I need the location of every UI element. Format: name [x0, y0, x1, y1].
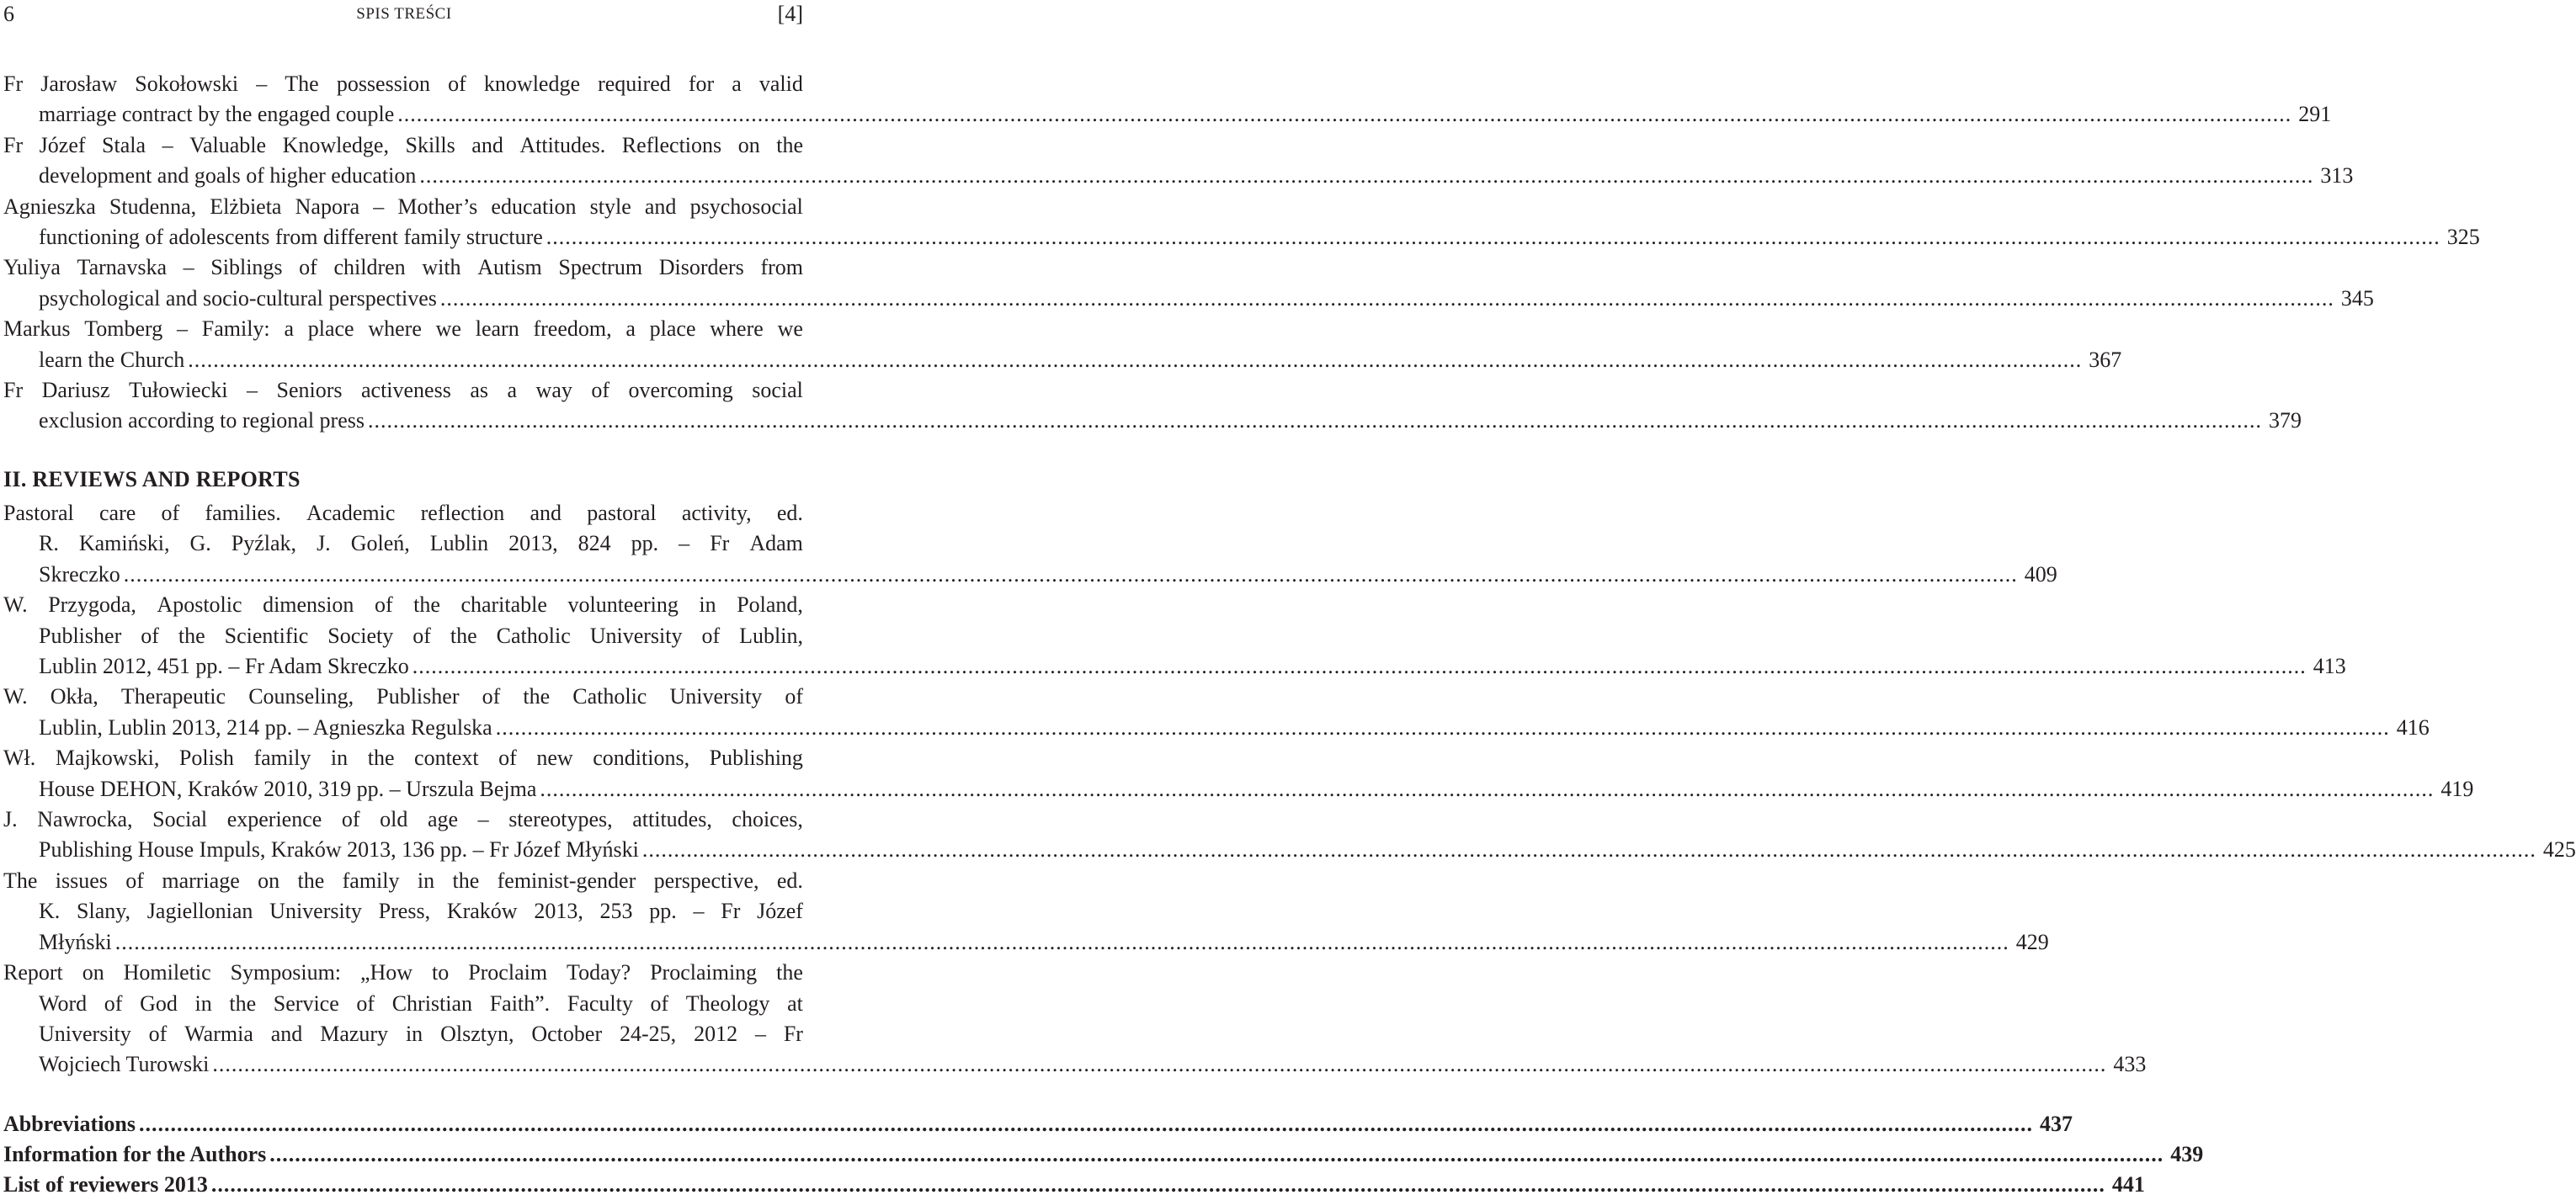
- toc-entry-line: University of Warmia and Mazury in Olsztyn, October 24-25, 2012 – Fr: [39, 1021, 803, 1046]
- toc-entry-last-line: [3, 1139, 2204, 1170]
- dot-leader: ............................................................................................................................................................................................................................................................................................................: [546, 225, 2440, 250]
- toc-entry-last-line: [3, 835, 2576, 865]
- toc-page-number: 313: [2320, 163, 2354, 188]
- toc-page-number: 433: [2113, 1052, 2147, 1077]
- toc-entry-text: marriage contract by the engaged couple: [39, 102, 395, 127]
- toc-entry-line: The issues of marriage on the family in the feminist-gender perspective, ed.: [3, 868, 803, 893]
- toc-entry-last-line: [3, 345, 2122, 375]
- page-header: [0, 0, 808, 34]
- toc-entry-line: R. Kamiński, G. Pyźlak, J. Goleń, Lublin 2013, 824 pp. – Fr Adam: [39, 531, 803, 556]
- dot-leader: ............................................................................................................................................................................................................................................................................................................: [269, 1142, 2164, 1166]
- toc-entry-text: learn the Church: [39, 347, 185, 372]
- toc-entry-text: Wojciech Turowski: [39, 1052, 210, 1077]
- toc-page-number: 419: [2440, 776, 2474, 801]
- toc-entry-text: House DEHON, Kraków 2010, 319 pp. – Urszula Bejma: [39, 776, 537, 801]
- toc-entry-line: Markus Tomberg – Family: a place where we learn freedom, a place where we: [3, 316, 803, 342]
- reviews-list: [3, 498, 2576, 1081]
- toc-entry-last-line: [3, 560, 2057, 590]
- toc-entry-last-line: [3, 1170, 2145, 1200]
- dot-leader: ............................................................................................................................................................................................................................................................................................................: [210, 1172, 2105, 1197]
- toc-entry: [3, 192, 2480, 253]
- section-heading: II. REVIEWS AND REPORTS: [3, 467, 301, 491]
- toc-entry-line: Fr Jarosław Sokołowski – The possession of knowledge required for a valid: [3, 72, 803, 96]
- toc-entry-line: Publisher of the Scientific Society of the Catholic University of Lublin,: [39, 623, 803, 648]
- toc-entry-line: K. Slany, Jagiellonian University Press, Kraków 2013, 253 pp. – Fr Józef: [39, 899, 803, 924]
- dot-leader: ............................................................................................................................................................................................................................................................................................................: [412, 654, 2307, 679]
- toc-entry: [3, 590, 2346, 682]
- dot-leader: ............................................................................................................................................................................................................................................................................................................: [139, 1112, 2033, 1136]
- dot-leader: ............................................................................................................................................................................................................................................................................................................: [397, 102, 2292, 127]
- dot-leader: ............................................................................................................................................................................................................................................................................................................: [368, 408, 2262, 433]
- toc-entry-line: Agnieszka Studenna, Elżbieta Napora – Mother’s education style and psychosocial: [3, 194, 803, 219]
- toc-entry-text: Młyński: [39, 929, 112, 954]
- toc-page-number: 345: [2340, 285, 2374, 311]
- back-matter-list: [3, 1109, 2204, 1200]
- toc-entry-text: development and goals of higher education: [39, 163, 417, 188]
- toc-entry-line: Word of God in the Service of Christian Faith”. Faculty of Theology at: [39, 990, 803, 1016]
- toc-entry-last-line: [3, 1109, 2073, 1139]
- toc-entry-last-line: [3, 651, 2346, 682]
- dot-leader: ............................................................................................................................................................................................................................................................................................................: [212, 1052, 2107, 1077]
- toc-entry-line: W. Przygoda, Apostolic dimension of the charitable volunteering in Poland,: [3, 592, 803, 618]
- toc-entry-line: Pastoral care of families. Academic reflection and pastoral activity, ed.: [3, 501, 803, 525]
- toc-entry-text: Publishing House Impuls, Kraków 2013, 136 pp. – Fr Józef Młyński: [39, 837, 639, 863]
- toc-entry-line: W. Okła, Therapeutic Counseling, Publisher of the Catholic University of: [3, 684, 803, 709]
- dot-leader: ............................................................................................................................................................................................................................................................................................................: [114, 929, 2009, 954]
- toc-entry: [3, 958, 2147, 1081]
- section-number: [4]: [777, 2, 803, 26]
- toc-page-number: 441: [2111, 1172, 2145, 1197]
- toc-page-number: 437: [2040, 1112, 2073, 1136]
- toc-entry-last-line: [3, 99, 2332, 130]
- toc-entry-line: Fr Józef Stala – Valuable Knowledge, Skills and Attitudes. Reflections on the: [3, 132, 803, 157]
- toc-entry: [3, 804, 2576, 866]
- articles-list: [3, 69, 2480, 437]
- toc-entry-last-line: [3, 927, 2049, 958]
- dot-leader: ............................................................................................................................................................................................................................................................................................................: [641, 837, 2536, 863]
- toc-page-number: 425: [2542, 837, 2576, 863]
- toc-entry-line: J. Nawrocka, Social experience of old age – stereotypes, attitudes, choices,: [3, 807, 803, 832]
- toc-entry-last-line: [3, 1049, 2147, 1080]
- toc-entry: [3, 1139, 2204, 1170]
- toc-entry-text: Lublin 2012, 451 pp. – Fr Adam Skreczko: [39, 654, 409, 679]
- toc-entry-line: Report on Homiletic Symposium: „How to Proclaim Today? Proclaiming the: [3, 960, 803, 985]
- toc-entry: [3, 375, 2302, 437]
- toc-page-number: 413: [2313, 654, 2346, 679]
- toc-entry: [3, 69, 2332, 130]
- dot-leader: ............................................................................................................................................................................................................................................................................................................: [540, 776, 2435, 801]
- toc-page-number: 429: [2015, 929, 2049, 954]
- toc-entry: [3, 1170, 2145, 1200]
- toc-entry-text: Lublin, Lublin 2013, 214 pp. – Agnieszka Regulska: [39, 714, 492, 740]
- toc-page-number: 325: [2446, 225, 2480, 250]
- dot-leader: ............................................................................................................................................................................................................................................................................................................: [439, 285, 2334, 311]
- toc-entry: [3, 252, 2374, 314]
- dot-leader: ............................................................................................................................................................................................................................................................................................................: [495, 714, 2390, 740]
- dot-leader: ............................................................................................................................................................................................................................................................................................................: [188, 347, 2083, 372]
- toc-entry-text: psychological and socio-cultural perspectives: [39, 285, 437, 311]
- toc-entry-last-line: [3, 284, 2374, 314]
- toc-entry-last-line: [3, 774, 2474, 804]
- dot-leader: ............................................................................................................................................................................................................................................................................................................: [419, 163, 2314, 188]
- toc-page-number: 379: [2269, 408, 2302, 433]
- dot-leader: ............................................................................................................................................................................................................................................................................................................: [123, 561, 2018, 587]
- toc-entry: [3, 682, 2430, 743]
- toc-entry-text: List of reviewers 2013: [3, 1172, 208, 1197]
- toc-entry-text: Information for the Authors: [3, 1142, 267, 1166]
- toc-page-number: 367: [2089, 347, 2122, 372]
- toc-page-number: 416: [2396, 714, 2430, 740]
- toc-entry: [3, 743, 2474, 804]
- toc-entry-line: Yuliya Tarnavska – Siblings of children with Autism Spectrum Disorders from: [3, 255, 803, 280]
- toc-entry: [3, 498, 2057, 590]
- toc-entry-line: Fr Dariusz Tułowiecki – Seniors activeness as a way of overcoming social: [3, 378, 803, 403]
- toc-entry: [3, 314, 2122, 375]
- toc-entry-last-line: [3, 406, 2302, 436]
- toc-entry-text: exclusion according to regional press: [39, 408, 365, 433]
- toc-entry: [3, 1109, 2073, 1139]
- toc-entry-text: functioning of adolescents from different family structure: [39, 225, 543, 250]
- toc-page-number: 409: [2024, 561, 2057, 587]
- toc-page-number: 291: [2298, 102, 2332, 127]
- toc-page-number: 439: [2170, 1142, 2204, 1166]
- toc-entry-last-line: [3, 222, 2480, 252]
- running-title: SPIS TREŚCI: [356, 5, 452, 23]
- toc-entry: [3, 866, 2049, 958]
- toc-entry-last-line: [3, 713, 2430, 743]
- toc-entry-text: Abbreviations: [3, 1112, 136, 1136]
- toc-entry-text: Skreczko: [39, 561, 120, 587]
- toc-entry-last-line: [3, 161, 2354, 191]
- toc-entry-line: Wł. Majkowski, Polish family in the context of new conditions, Publishing: [3, 746, 803, 771]
- toc-entry: [3, 130, 2354, 192]
- page-number: 6: [3, 2, 14, 26]
